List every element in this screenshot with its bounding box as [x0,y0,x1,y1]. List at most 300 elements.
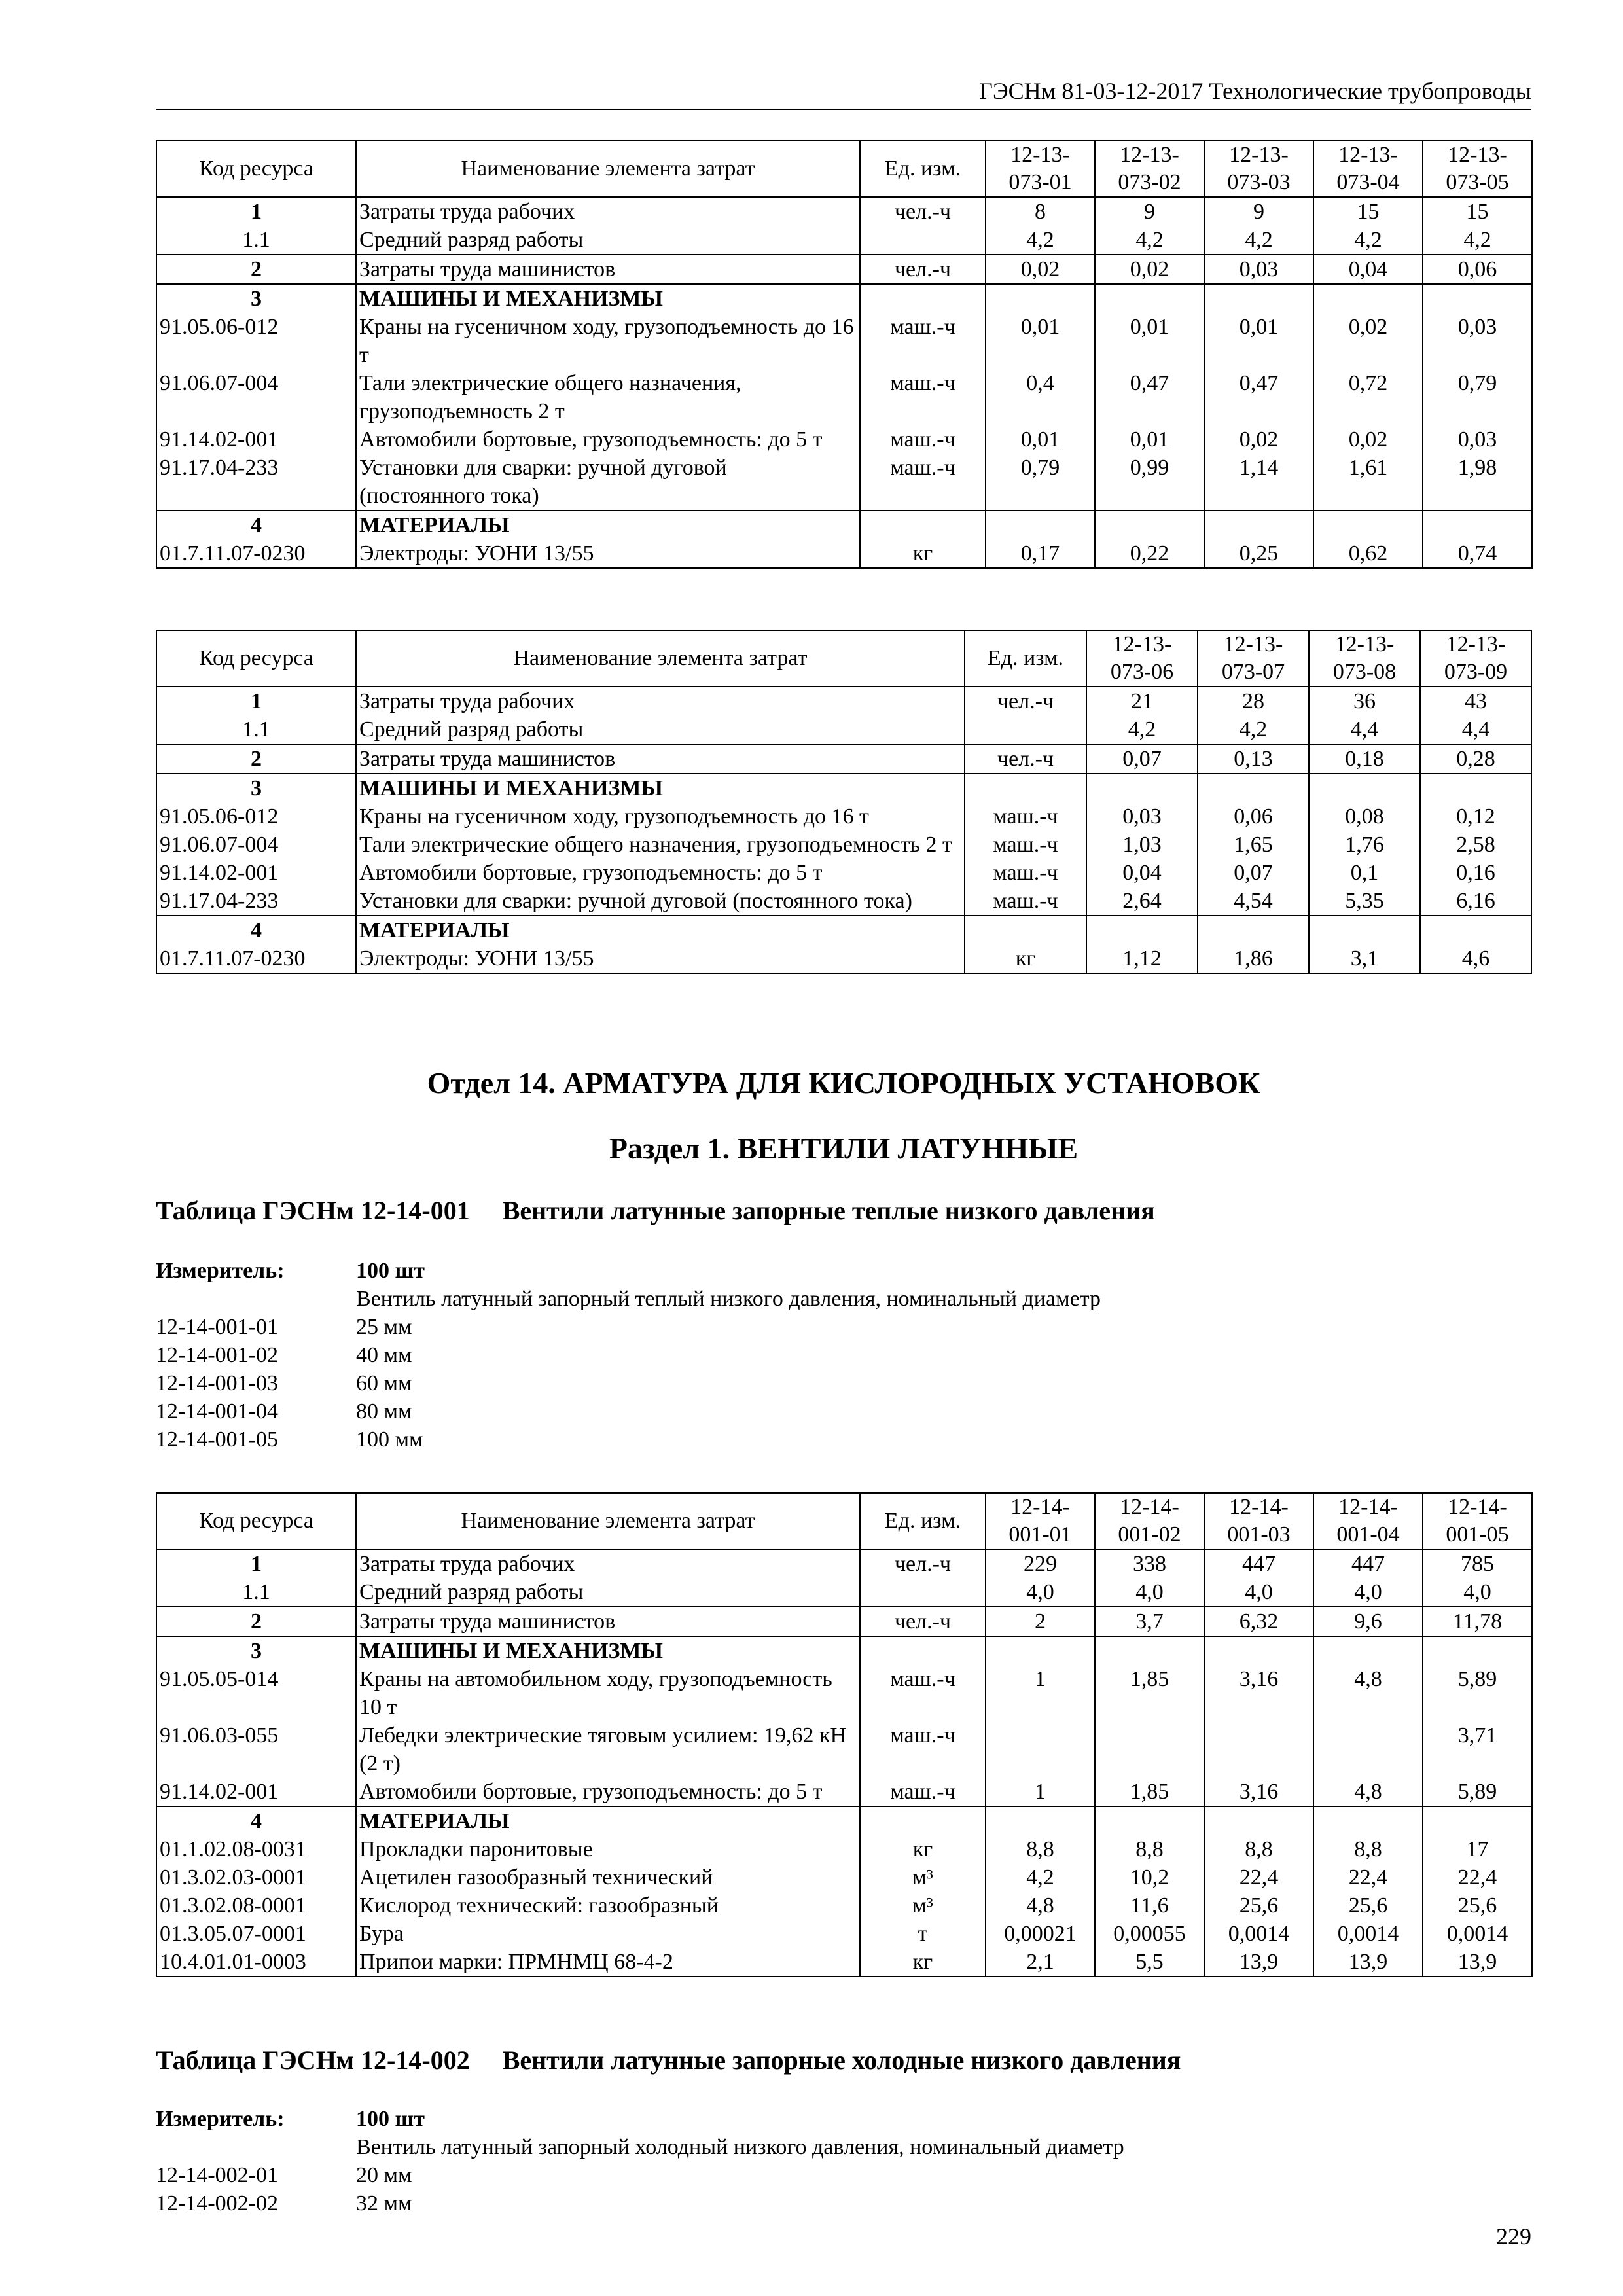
resource-name: Лебедки электрические тяговым усилием: 19,62 кН (2 т) [356,1721,860,1778]
column-code-line1: 12-14- [1229,1495,1289,1519]
resource-value: 4,8 [1313,1665,1423,1721]
resource-value: 0,01 [1095,313,1204,369]
resource-value: 4,4 [1309,715,1420,744]
resource-unit: кг [860,1948,986,1977]
resource-unit: маш.-ч [965,887,1086,916]
resource-value: 4,2 [1198,715,1309,744]
resource-value: 3,16 [1204,1778,1313,1806]
column-code-line1: 12-14- [1338,1495,1398,1519]
resource-unit [860,226,986,255]
resource-unit [965,774,1086,802]
resource-value: 4,8 [1313,1778,1423,1806]
resource-value: 0,22 [1095,539,1204,568]
resource-code: 01.3.02.08-0001 [156,1892,356,1920]
item-size: 60 мм [356,1371,412,1395]
resource-value: 1,65 [1198,831,1309,859]
resource-value [1198,916,1309,944]
resource-name: Тали электрические общего назначения, грузоподъемность 2 т [356,369,860,425]
resource-unit: маш.-ч [860,1721,986,1778]
column-code-line2: 073-06 [1110,660,1174,684]
item-size: 32 мм [356,2191,412,2215]
header-name: Наименование элемента затрат [356,141,860,197]
resource-unit: маш.-ч [860,313,986,369]
table-row [156,802,1531,831]
resource-value: 0,16 [1420,859,1531,887]
resource-value: 25,6 [1423,1892,1532,1920]
resource-value: 0,1 [1309,859,1420,887]
resource-value: 9 [1204,197,1313,226]
resource-value: 0,18 [1309,744,1420,774]
resource-value: 0,04 [1313,255,1423,284]
resource-value: 5,89 [1423,1665,1532,1721]
item-code: 12-14-002-01 [156,2163,278,2187]
resource-unit: чел.-ч [965,744,1086,774]
resource-value [1423,1806,1532,1835]
resource-value: 0,28 [1420,744,1531,774]
resource-unit: маш.-ч [965,802,1086,831]
resource-value [1313,1806,1423,1835]
resource-value: 8,8 [1313,1835,1423,1863]
table-row [156,916,1531,944]
header-column-code [1309,630,1420,687]
resource-value: 0,08 [1309,802,1420,831]
resource-unit: кг [965,944,1086,973]
column-code-line1: 12-14- [1448,1495,1507,1519]
resource-value: 0,47 [1095,369,1204,425]
column-code-line2: 073-03 [1227,170,1291,194]
resource-value: 17 [1423,1835,1532,1863]
resource-unit: т [860,1920,986,1948]
resource-value: 8 [986,197,1095,226]
resource-value: 1,98 [1423,454,1532,511]
resource-name: Установки для сварки: ручной дуговой (постоянного тока) [356,887,965,916]
resource-code: 4 [156,511,356,539]
resource-value [1095,284,1204,313]
measure-value: 100 шт [356,2107,425,2131]
table-row [156,1892,1532,1920]
resource-value: 0,02 [1313,425,1423,454]
table-row [156,1778,1532,1806]
resource-value: 1,85 [1095,1665,1204,1721]
header-column-code [1095,141,1204,197]
column-code-line1: 12-13- [1010,143,1070,167]
resource-value: 11,6 [1095,1892,1204,1920]
resource-value: 1,03 [1086,831,1198,859]
resource-code: 91.14.02-001 [156,859,356,887]
table-row [156,539,1532,568]
resource-value: 0,47 [1204,369,1313,425]
resource-value: 36 [1309,687,1420,715]
table-row [156,313,1532,369]
resource-value: 0,13 [1198,744,1309,774]
resource-value [986,1636,1095,1665]
header-column-code [1423,1493,1532,1549]
resource-code: 1 [156,1549,356,1578]
header-column-code [1095,1493,1204,1549]
resource-value: 4,0 [986,1578,1095,1607]
resource-value [1204,1636,1313,1665]
resource-unit: чел.-ч [860,197,986,226]
resource-value: 4,2 [986,1863,1095,1892]
table-row [156,859,1531,887]
resource-value: 0,03 [1086,802,1198,831]
table-row [156,687,1531,715]
resource-value [1313,284,1423,313]
department-heading: Отдел 14. АРМАТУРА ДЛЯ КИСЛОРОДНЫХ УСТАНОВОК [427,1066,1260,1100]
item-code: 12-14-001-02 [156,1343,278,1367]
resource-value: 1,76 [1309,831,1420,859]
measure-description: Вентиль латунный запорный холодный низкого давления, номинальный диаметр [356,2135,1124,2159]
resource-value: 4,8 [986,1892,1095,1920]
column-code-line2: 073-04 [1336,170,1400,194]
resource-name: Средний разряд работы [356,226,860,255]
resource-code: 1.1 [156,1578,356,1607]
resource-name: МАШИНЫ И МЕХАНИЗМЫ [356,1636,860,1665]
resource-value: 4,4 [1420,715,1531,744]
resource-name: Кислород технический: газообразный [356,1892,860,1920]
measure-item [156,1426,1531,1454]
column-code-line1: 12-14- [1120,1495,1179,1519]
resource-value: 43 [1420,687,1531,715]
resource-value: 9,6 [1313,1607,1423,1636]
table-row [156,1721,1532,1778]
resource-value: 22,4 [1204,1863,1313,1892]
header-code: Код ресурса [156,141,356,197]
item-size: 80 мм [356,1399,412,1424]
resource-unit [860,1806,986,1835]
table-row [156,1578,1532,1607]
resource-name: Затраты труда рабочих [356,687,965,715]
resource-value [1423,1636,1532,1665]
resource-code: 2 [156,744,356,774]
resource-code: 91.06.03-055 [156,1721,356,1778]
resource-value: 0,02 [986,255,1095,284]
resource-unit: м³ [860,1892,986,1920]
resource-value: 0,25 [1204,539,1313,568]
resource-value: 0,72 [1313,369,1423,425]
header-column-code [1204,141,1313,197]
resource-name: Прокладки паронитовые [356,1835,860,1863]
header-code: Код ресурса [156,1493,356,1549]
resource-code: 2 [156,255,356,284]
resource-value: 785 [1423,1549,1532,1578]
resource-name: МАТЕРИАЛЫ [356,1806,860,1835]
header-column-code [1198,630,1309,687]
resource-value: 0,01 [986,313,1095,369]
resource-code: 1.1 [156,715,356,744]
resource-value: 447 [1204,1549,1313,1578]
resource-unit: маш.-ч [860,425,986,454]
header-unit: Ед. изм. [860,1493,986,1549]
resource-value: 22,4 [1313,1863,1423,1892]
header-column-code [1423,141,1532,197]
resource-name: Краны на гусеничном ходу, грузоподъемность до 16 т [356,802,965,831]
resource-code: 3 [156,1636,356,1665]
header-column-code [986,1493,1095,1549]
resource-value [1423,511,1532,539]
resource-value: 1 [986,1665,1095,1721]
table-row [156,369,1532,425]
resource-code: 91.17.04-233 [156,887,356,916]
resource-code: 91.05.05-014 [156,1665,356,1721]
resource-code: 1 [156,197,356,226]
resource-code: 01.7.11.07-0230 [156,539,356,568]
resource-unit: маш.-ч [860,369,986,425]
item-size: 20 мм [356,2163,412,2187]
resource-value: 3,1 [1309,944,1420,973]
resource-value: 4,2 [1086,715,1198,744]
resource-value: 8,8 [986,1835,1095,1863]
table-title-12-14-001: Таблица ГЭСНм 12-14-001 Вентили латунные запорные теплые низкого давления [156,1196,1155,1225]
resource-value [1204,511,1313,539]
resource-value: 15 [1313,197,1423,226]
resource-unit [965,916,1086,944]
resource-name: Затраты труда машинистов [356,744,965,774]
resource-value: 4,2 [1423,226,1532,255]
column-code-line2: 001-02 [1118,1522,1181,1547]
resource-value: 4,0 [1095,1578,1204,1607]
resource-value [1313,1636,1423,1665]
resource-name: Установки для сварки: ручной дуговой (постоянного тока) [356,454,860,511]
table-row [156,944,1531,973]
resource-unit: маш.-ч [860,1665,986,1721]
item-code: 12-14-002-02 [156,2191,278,2215]
resource-value: 0,79 [1423,369,1532,425]
resource-value: 4,0 [1204,1578,1313,1607]
resource-value: 0,00055 [1095,1920,1204,1948]
resource-code: 01.3.02.03-0001 [156,1863,356,1892]
resource-value: 0,03 [1204,255,1313,284]
column-code-line2: 001-01 [1008,1522,1072,1547]
resource-value: 2 [986,1607,1095,1636]
resource-unit: чел.-ч [965,687,1086,715]
resource-name: Затраты труда машинистов [356,1607,860,1636]
resource-value: 0,4 [986,369,1095,425]
resource-code: 1 [156,687,356,715]
item-code: 12-14-001-05 [156,1427,278,1452]
resource-unit: чел.-ч [860,255,986,284]
resource-value [986,511,1095,539]
table-row [156,284,1532,313]
resource-value: 0,06 [1423,255,1532,284]
resource-value: 8,8 [1095,1835,1204,1863]
resource-name: МАШИНЫ И МЕХАНИЗМЫ [356,284,860,313]
resource-table-12-14-001 [156,1492,1533,1977]
column-code-line1: 12-13- [1229,143,1289,167]
resource-name: МАТЕРИАЛЫ [356,511,860,539]
column-code-line2: 073-09 [1444,660,1508,684]
measure-block-12-14-002 [156,2105,1531,2217]
resource-value [1204,1721,1313,1778]
resource-name: МАШИНЫ И МЕХАНИЗМЫ [356,774,965,802]
resource-value [1420,774,1531,802]
resource-value: 1,85 [1095,1778,1204,1806]
resource-value: 0,62 [1313,539,1423,568]
table-row [156,226,1532,255]
resource-value [1086,916,1198,944]
measure-item [156,1397,1531,1426]
resource-value: 0,06 [1198,802,1309,831]
resource-value: 1,61 [1313,454,1423,511]
table-row [156,744,1531,774]
resource-name: Автомобили бортовые, грузоподъемность: до 5 т [356,859,965,887]
resource-value: 0,17 [986,539,1095,568]
header-name: Наименование элемента затрат [356,630,965,687]
column-code-line1: 12-13- [1446,632,1506,656]
resource-name: Тали электрические общего назначения, грузоподъемность 2 т [356,831,965,859]
measure-item [156,2189,1531,2217]
resource-value: 1,12 [1086,944,1198,973]
column-code-line1: 12-13- [1120,143,1179,167]
resource-value: 4,2 [986,226,1095,255]
table-row [156,715,1531,744]
resource-table-073-06-09 [156,630,1532,974]
resource-value: 0,01 [1095,425,1204,454]
resource-code: 91.05.06-012 [156,313,356,369]
resource-value: 0,01 [1204,313,1313,369]
resource-value: 25,6 [1204,1892,1313,1920]
resource-value: 4,2 [1313,226,1423,255]
resource-unit: чел.-ч [860,1549,986,1578]
resource-name: Средний разряд работы [356,715,965,744]
resource-value [1313,1721,1423,1778]
resource-unit: м³ [860,1863,986,1892]
resource-value [1095,511,1204,539]
resource-name: Автомобили бортовые, грузоподъемность: до 5 т [356,425,860,454]
item-size: 25 мм [356,1315,412,1339]
table-row [156,1607,1532,1636]
resource-unit [860,284,986,313]
resource-value: 22,4 [1423,1863,1532,1892]
table-row [156,454,1532,511]
resource-value: 4,54 [1198,887,1309,916]
column-code-line1: 12-13- [1112,632,1172,656]
resource-value: 0,07 [1198,859,1309,887]
resource-value: 0,07 [1086,744,1198,774]
resource-value [1423,284,1532,313]
resource-value: 0,01 [986,425,1095,454]
resource-value: 9 [1095,197,1204,226]
column-code-line1: 12-13- [1448,143,1507,167]
header-column-code [1313,1493,1423,1549]
column-code-line2: 001-03 [1227,1522,1291,1547]
resource-name: Затраты труда машинистов [356,255,860,284]
resource-value: 0,00021 [986,1920,1095,1948]
resource-value: 6,16 [1420,887,1531,916]
resource-value: 4,2 [1095,226,1204,255]
table-row [156,1636,1532,1665]
resource-code: 91.06.07-004 [156,831,356,859]
measure-label: Измеритель: [156,2107,285,2131]
resource-value [1309,916,1420,944]
measure-value: 100 шт [356,1259,425,1283]
header-column-code [1086,630,1198,687]
resource-value: 0,0014 [1204,1920,1313,1948]
resource-code: 3 [156,774,356,802]
column-code-line1: 12-13- [1338,143,1398,167]
resource-value [1086,774,1198,802]
resource-unit [860,1636,986,1665]
resource-code: 4 [156,916,356,944]
table-row [156,1549,1532,1578]
resource-value [1095,1636,1204,1665]
header-column-code [1420,630,1531,687]
resource-value: 21 [1086,687,1198,715]
column-code-line1: 12-13- [1223,632,1283,656]
column-code-line2: 001-04 [1336,1522,1400,1547]
table-title-12-14-002: Таблица ГЭСНм 12-14-002 Вентили латунные запорные холодные низкого давления [156,2045,1181,2075]
resource-name: Электроды: УОНИ 13/55 [356,539,860,568]
resource-unit: кг [860,539,986,568]
resource-value [986,1721,1095,1778]
resource-value: 447 [1313,1549,1423,1578]
resource-value: 1,86 [1198,944,1309,973]
resource-name: МАТЕРИАЛЫ [356,916,965,944]
resource-value: 28 [1198,687,1309,715]
table-row [156,197,1532,226]
resource-value: 1 [986,1778,1095,1806]
resource-value: 3,7 [1095,1607,1204,1636]
column-code-line1: 12-14- [1010,1495,1070,1519]
header-unit: Ед. изм. [860,141,986,197]
resource-code: 91.14.02-001 [156,1778,356,1806]
column-code-line2: 073-01 [1008,170,1072,194]
item-code: 12-14-001-03 [156,1371,278,1395]
header-column-code [1313,141,1423,197]
resource-unit [860,1578,986,1607]
table-row [156,1920,1532,1948]
resource-value: 229 [986,1549,1095,1578]
resource-value [1095,1721,1204,1778]
resource-name: Бура [356,1920,860,1948]
resource-value: 6,32 [1204,1607,1313,1636]
resource-value: 2,64 [1086,887,1198,916]
resource-value [1313,511,1423,539]
resource-value: 0,79 [986,454,1095,511]
resource-value [1095,1806,1204,1835]
resource-value: 0,02 [1204,425,1313,454]
resource-value: 3,16 [1204,1665,1313,1721]
resource-name: Автомобили бортовые, грузоподъемность: до 5 т [356,1778,860,1806]
table-row [156,1665,1532,1721]
resource-value: 0,12 [1420,802,1531,831]
resource-unit: маш.-ч [965,831,1086,859]
column-code-line1: 12-13- [1334,632,1395,656]
running-title: ГЭСНм 81-03-12-2017 Технологические трубопроводы [979,78,1531,104]
resource-value: 4,2 [1204,226,1313,255]
resource-value: 3,71 [1423,1721,1532,1778]
resource-value: 25,6 [1313,1892,1423,1920]
resource-value: 5,5 [1095,1948,1204,1977]
resource-unit [860,511,986,539]
column-code-line2: 073-07 [1221,660,1285,684]
item-code: 12-14-001-04 [156,1399,278,1424]
resource-code: 1.1 [156,226,356,255]
measure-block-12-14-001 [156,1257,1531,1454]
resource-name: Затраты труда рабочих [356,197,860,226]
resource-value [1204,284,1313,313]
resource-value: 0,04 [1086,859,1198,887]
resource-value: 13,9 [1423,1948,1532,1977]
resource-unit: маш.-ч [860,1778,986,1806]
resource-value: 0,0014 [1423,1920,1532,1948]
resource-code: 91.14.02-001 [156,425,356,454]
measure-item [156,2161,1531,2189]
resource-value: 0,74 [1423,539,1532,568]
resource-code: 3 [156,284,356,313]
resource-value: 11,78 [1423,1607,1532,1636]
resource-code: 4 [156,1806,356,1835]
